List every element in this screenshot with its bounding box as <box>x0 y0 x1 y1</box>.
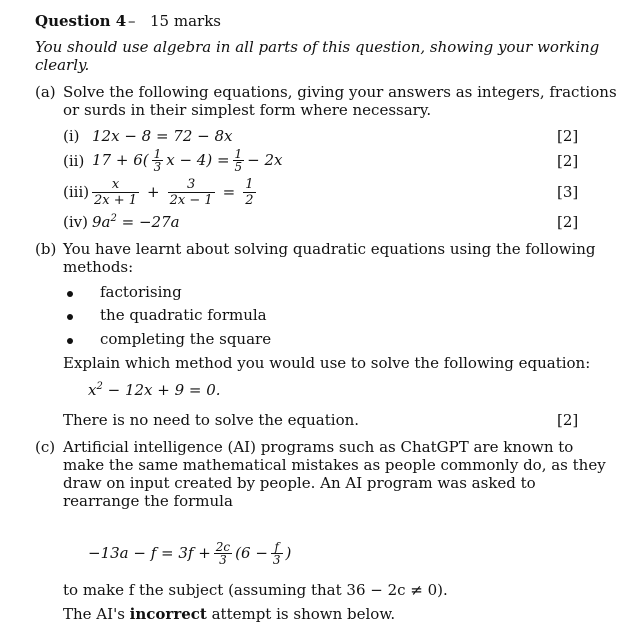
instruction-line-1: You should use algebra in all parts of this question, showing your working <box>35 38 600 56</box>
last-line-post: attempt is shown below. <box>211 605 396 623</box>
part-b-label: (b) <box>35 240 57 258</box>
formula-end: ) <box>285 544 292 562</box>
part-a-text-2: or surds in their simplest form where necessary. <box>63 101 432 119</box>
item-iii-number: (iii) <box>63 183 90 201</box>
part-c-formula <box>88 535 291 571</box>
part-b-no-need: There is no need to solve the equation. <box>63 411 360 429</box>
item-iii-fraction-1: $\frac{x}{2x + 1}$ <box>94 176 138 208</box>
item-iii-fraction-2: $\frac{3}{2x - 1}$ <box>169 176 213 208</box>
part-c-line: Artificial intelligence (AI) programs such as ChatGPT are known to <box>63 438 574 456</box>
part-c-subject-line: to make f the subject (assuming that 36 − 2c ≠ 0). <box>63 581 448 599</box>
item-iii-equation <box>92 173 256 211</box>
bullet-icon <box>67 338 73 344</box>
method-item: completing the square <box>100 330 272 348</box>
instruction-line-2: clearly. <box>35 56 90 74</box>
item-ii-mark: [2] <box>557 152 579 170</box>
item-iv-mark: [2] <box>557 213 579 231</box>
item-iii-fraction-3: $\frac{1}{2}$ <box>245 176 254 208</box>
item-ii-equation <box>92 145 283 175</box>
item-iv-number: (iv) <box>63 213 88 231</box>
item-iii-equals: = <box>222 183 236 201</box>
item-ii-pre: 17 + 6( <box>92 151 149 169</box>
question-marks: 15 marks <box>150 12 221 30</box>
item-ii-number: (ii) <box>63 152 85 170</box>
part-a-label: (a) <box>35 83 56 101</box>
last-line-pre: The AI's <box>63 605 125 623</box>
part-b-text-2: methods: <box>63 258 134 276</box>
item-i-number: (i) <box>63 127 80 145</box>
item-iii-plus: + <box>147 183 160 201</box>
part-c-line: make the same mathematical mistakes as people commonly do, as they <box>63 456 606 474</box>
method-item: the quadratic formula <box>100 306 267 324</box>
part-b-text-1: You have learnt about solving quadratic equations using the following <box>63 240 596 258</box>
part-c-line: draw on input created by people. An AI program was asked to <box>63 474 536 492</box>
part-a-text-1: Solve the following equations, giving your answers as integers, fractions <box>63 83 617 101</box>
item-ii-fraction-1: $\frac{1}{3}$ <box>153 146 162 174</box>
item-iv-lhs: 9a <box>92 213 111 231</box>
part-b-mark: [2] <box>557 411 579 429</box>
item-iv-equation <box>92 213 180 231</box>
item-i-mark: [2] <box>557 127 579 145</box>
formula-fraction-2: $\frac{f}{3}$ <box>272 539 281 567</box>
item-iv-rhs: = −27a <box>121 213 180 231</box>
part-b-explain: Explain which method you would use to solve the following equation: <box>63 354 591 372</box>
item-iii-mark: [3] <box>557 183 579 201</box>
formula-fraction-1: $\frac{2c}{3}$ <box>215 539 231 567</box>
method-item: factorising <box>100 283 182 301</box>
formula-mid: (6 − <box>235 544 268 562</box>
part-c-last-line <box>63 605 395 623</box>
item-iv-exponent: 2 <box>110 213 117 224</box>
title-dash: – <box>128 12 136 30</box>
item-ii-mid: x − 4) = <box>166 151 230 169</box>
last-line-bold: incorrect <box>129 605 207 623</box>
question-title: Question 4 <box>35 12 127 30</box>
equation-base: x <box>88 381 97 399</box>
equation-rest: − 12x + 9 = 0. <box>107 381 221 399</box>
bullet-icon <box>67 314 73 320</box>
part-b-equation <box>88 381 221 399</box>
part-c-line: rearrange the formula <box>63 492 233 510</box>
formula-left: −13a − f = 3f + <box>88 544 211 562</box>
part-c-label: (c) <box>35 438 56 456</box>
item-ii-post: − 2x <box>247 151 283 169</box>
item-ii-fraction-2: $\frac{1}{5}$ <box>234 146 243 174</box>
equation-exponent: 2 <box>96 381 103 392</box>
item-i-equation: 12x − 8 = 72 − 8x <box>92 127 233 145</box>
bullet-icon <box>67 291 73 297</box>
